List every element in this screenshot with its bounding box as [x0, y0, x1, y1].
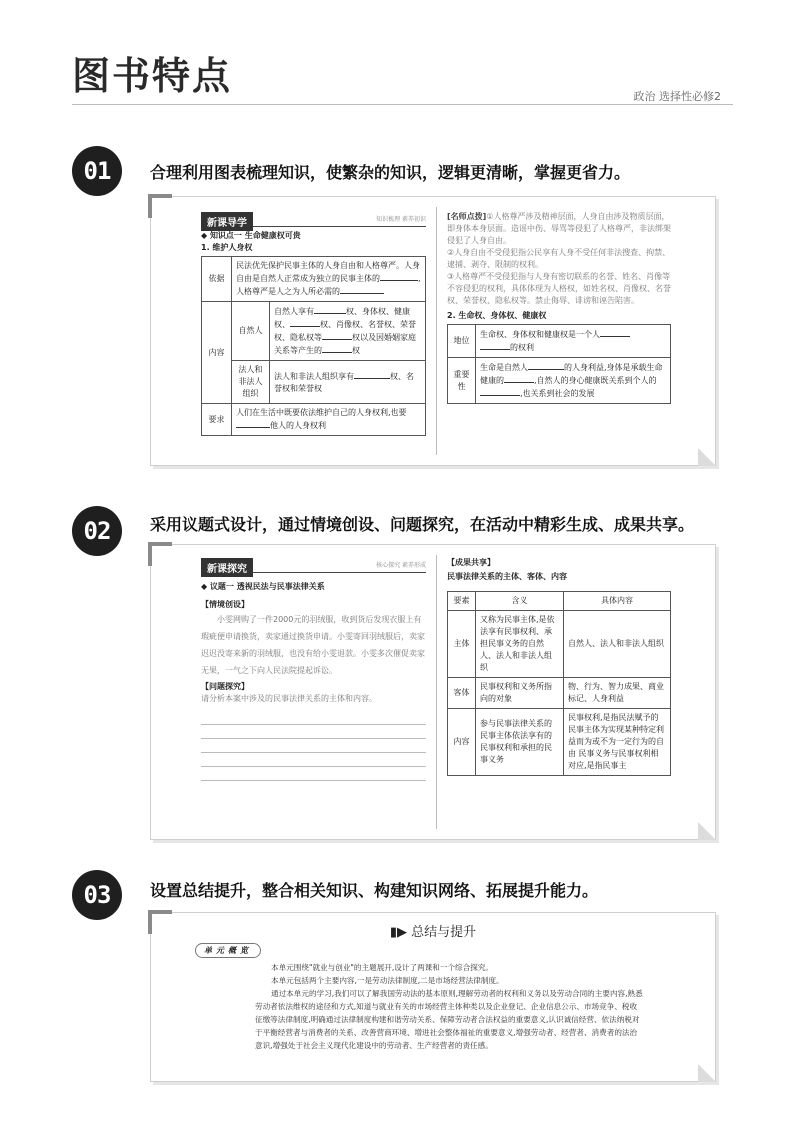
table-row — [448, 611, 671, 678]
text-fragment: 他人的人身权利 — [270, 421, 326, 430]
feature-number-02: 02 — [72, 506, 122, 556]
section-tag: 新课导学 — [201, 212, 253, 231]
table-cell: 参与民事法律关系的民事主体依法享有的民事权利和承担的民事义务 — [476, 709, 564, 776]
row-content — [270, 361, 426, 404]
tip-text-3: ③人格尊严不受侵犯指与人身有密切联系的名誉、姓名、肖像等不容侵犯的权利，具体体现为人格权，如姓名权、肖像权、名誉权、荣誉权、隐私权等。禁止侮辱、诽谤和诬告陷害。 — [447, 272, 671, 305]
tag-right: 知识梳理 素养初识 — [376, 216, 426, 223]
table-row — [448, 709, 671, 776]
table-header: 具体内容 — [564, 592, 671, 611]
answer-lines — [201, 711, 426, 781]
feature-title-03: 设置总结提升，整合相关知识、构建知识网络、拓展提升能力。 — [150, 881, 599, 900]
text-fragment: 法人和非法人组织享有 — [274, 371, 354, 381]
answer-line[interactable] — [201, 739, 426, 753]
page-curl — [698, 1064, 716, 1082]
life-rights-table — [447, 324, 671, 404]
feature-title-02: 采用议题式设计，通过情境创设、问题探究，在活动中精彩生成、成果共享。 — [150, 515, 695, 534]
text-fragment: 权 — [352, 346, 360, 355]
tip-title: [名师点拨] — [447, 212, 487, 221]
answer-line[interactable] — [201, 767, 426, 781]
table-cell: 民事权利,是指民法赋予的民事主体为实现某种特定利益而为或不为一定行为的自由 民事义务与民事权利相对应,是指民事主 — [564, 709, 671, 776]
section-tagline — [201, 557, 426, 573]
column-divider — [436, 555, 437, 829]
result-title: 【成果共享】 — [447, 558, 495, 567]
text-fragment: 的人身利益,身体是承载生命健康的 — [480, 363, 663, 385]
sample-panel-1 — [150, 196, 716, 466]
row-label: 内容 — [202, 302, 232, 404]
summary-title-text: 总结与提升 — [411, 925, 477, 940]
text-fragment: 权以及因婚姻家庭关系等产生的 — [274, 333, 416, 355]
row-content — [270, 302, 426, 361]
text-fragment: ,自然人的身心健康既关系到个人的 — [534, 376, 657, 385]
summary-paragraph: 本单元包括两个主要内容,一是劳动法律制度,二是市场经营法律制度。 — [271, 976, 504, 985]
feature-title-01: 合理利用图表梳理知识，使繁杂的知识，逻辑更清晰，掌握更省力。 — [150, 163, 631, 182]
fill-blank[interactable] — [480, 387, 520, 396]
play-icon: ▮▶ — [389, 925, 407, 940]
row-label: 要求 — [202, 404, 232, 436]
text-fragment: 人们在生活中既要依法维护自己的人身权利,也要 — [236, 408, 407, 417]
knowledge-point: ◆ 知识点一 生命健康权可贵 — [201, 231, 301, 240]
question-title: 【问题探究】 — [201, 682, 249, 691]
table-header: 要素 — [448, 592, 476, 611]
fill-blank[interactable] — [340, 285, 384, 294]
feature-number-01: 01 — [72, 146, 122, 196]
text-fragment: 自然人享有 — [274, 307, 314, 316]
fill-blank[interactable] — [480, 341, 510, 350]
question-text: 请分析本案中涉及的民事法律关系的主体和内容。 — [201, 694, 377, 703]
table-cell: 物、行为、智力成果、商业标记、人身利益 — [564, 678, 671, 709]
subject-label: 政治 选择性必修2 — [633, 90, 721, 103]
page-curl — [698, 448, 716, 466]
text-fragment: ,也关系到社会的发展 — [520, 389, 595, 398]
answer-line[interactable] — [201, 753, 426, 767]
fill-blank[interactable] — [322, 331, 352, 340]
answer-line[interactable] — [201, 711, 426, 725]
legal-relation-table — [447, 591, 671, 776]
sample1-right — [447, 211, 671, 404]
sub-heading-1: 1. 维护人身权 — [201, 243, 253, 252]
fill-blank[interactable] — [354, 370, 390, 379]
summary-body — [255, 961, 643, 1052]
header-divider — [72, 104, 733, 105]
sample1-left — [201, 211, 426, 436]
summary-paragraph: 通过本单元的学习,我们可以了解我国劳动法的基本原则,理解劳动者的权利和义务以及劳动合同的主要内容,熟悉劳动者依法维权的途径和方式,知道与就业有关的市场经营主体种类以及企业登记、企业信息公示、市场竞争、税收征缴等法律制度,明确通过法律制度构建和谐劳动关系、保障劳动者合法权益的重要意义,认识诚信经营、依法纳税对于平衡经营者与消费者的关系、改善营商环境、增进社会整体福祉的重要意义,增强劳动者、经营者、消费者的法治意识,增强处于社会主义现代化建设中的劳动者、生产经营者的责任感。 — [255, 989, 643, 1050]
section-tagline — [201, 211, 426, 227]
topic-heading: ◆ 议题一 透视民法与民事法律关系 — [201, 582, 325, 591]
fill-blank[interactable] — [600, 328, 630, 337]
row-label: 地位 — [448, 325, 476, 358]
rights-table — [201, 256, 426, 436]
table-cell: 客体 — [448, 678, 476, 709]
text-fragment: 生命权、身体权和健康权是一个人 — [480, 330, 600, 339]
table-cell: 内容 — [448, 709, 476, 776]
summary-paragraph: 本单元围绕"就业与创业"的主题展开,设计了两课和一个综合探究。 — [271, 963, 494, 972]
sample-panel-3 — [150, 912, 716, 1082]
row-content — [476, 358, 671, 404]
text-fragment: 权、肖像权、名誉权、荣誉权、隐私权等 — [274, 320, 416, 342]
text-fragment: 权、名誉权和荣誉权 — [274, 371, 414, 393]
tip-text: ①人格尊严涉及精神层面，人身自由涉及物质层面，即身体本身层面。造谣中伤、辱骂等侵犯了人格尊严，非法绑架侵犯了人身自由。 — [447, 212, 671, 245]
page-curl — [698, 822, 716, 840]
tip-box — [447, 211, 671, 247]
tip-text-2: ②人身自由不受侵犯指公民享有人身不受任何非法搜查、拘禁、逮捕、剥夺、限制的权利。 — [447, 248, 671, 269]
fill-blank[interactable] — [504, 374, 534, 383]
table-cell: 又称为民事主体,是依法享有民事权利、承担民事义务的自然人、法人和非法人组织 — [476, 611, 564, 678]
page-title-block — [72, 52, 302, 100]
fill-blank[interactable] — [528, 361, 564, 370]
section-tag: 新课探究 — [201, 558, 253, 577]
sample2-right — [447, 557, 671, 776]
row-label: 重要性 — [448, 358, 476, 404]
table-row — [448, 678, 671, 709]
fill-blank[interactable] — [290, 318, 320, 327]
result-sub: 民事法律关系的主体、客体、内容 — [447, 572, 567, 581]
table-cell: 主体 — [448, 611, 476, 678]
column-divider — [436, 207, 437, 455]
fill-blank[interactable] — [236, 419, 270, 428]
table-cell: 自然人、法人和非法人组织 — [564, 611, 671, 678]
fill-blank[interactable] — [322, 344, 352, 353]
answer-line[interactable] — [201, 725, 426, 739]
row-content — [232, 257, 426, 302]
table-cell: 民事权利和义务所指向的对象 — [476, 678, 564, 709]
unit-overview-badge: 单元概览 — [195, 943, 261, 958]
sub-heading-2: 2. 生命权、身体权、健康权 — [447, 311, 547, 320]
situation-title: 【情境创设】 — [201, 600, 249, 609]
text-fragment: 权、身体权、健康权、 — [274, 307, 410, 329]
situation-text: 小雯网购了一件2000元的羽绒服，收到货后发现衣服上有瑕疵便申请换货，卖家通过换货申请。小雯寄回羽绒服后，卖家迟迟没寄来新的羽绒服，也没有给小雯退款。小雯多次催促卖家无果，一气之下向人民法院提起诉讼。 — [201, 615, 425, 675]
sample-panel-2 — [150, 544, 716, 840]
page-title: 图书特点 — [72, 54, 233, 98]
row-content — [232, 404, 426, 436]
text-fragment: ,人格尊严是人之为人所必需的 — [236, 274, 421, 296]
summary-title — [151, 921, 715, 940]
text-fragment: 生命是自然人 — [480, 363, 528, 372]
fill-blank[interactable] — [314, 305, 346, 314]
text-fragment: 的权利 — [510, 343, 534, 352]
feature-number-03: 03 — [72, 870, 122, 920]
text-fragment: 民法优先保护民事主体的人身自由和人格尊严。人身自由是自然人正常成为独立的民事主体的 — [236, 261, 420, 283]
fill-blank[interactable] — [380, 272, 418, 281]
row-content — [476, 325, 671, 358]
sample2-left — [201, 557, 426, 781]
sub-label: 法人和非法人组织 — [232, 361, 270, 404]
row-label: 依据 — [202, 257, 232, 302]
table-header: 含义 — [476, 592, 564, 611]
tag-right: 核心探究 素养形成 — [376, 562, 426, 569]
sub-label: 自然人 — [232, 302, 270, 361]
